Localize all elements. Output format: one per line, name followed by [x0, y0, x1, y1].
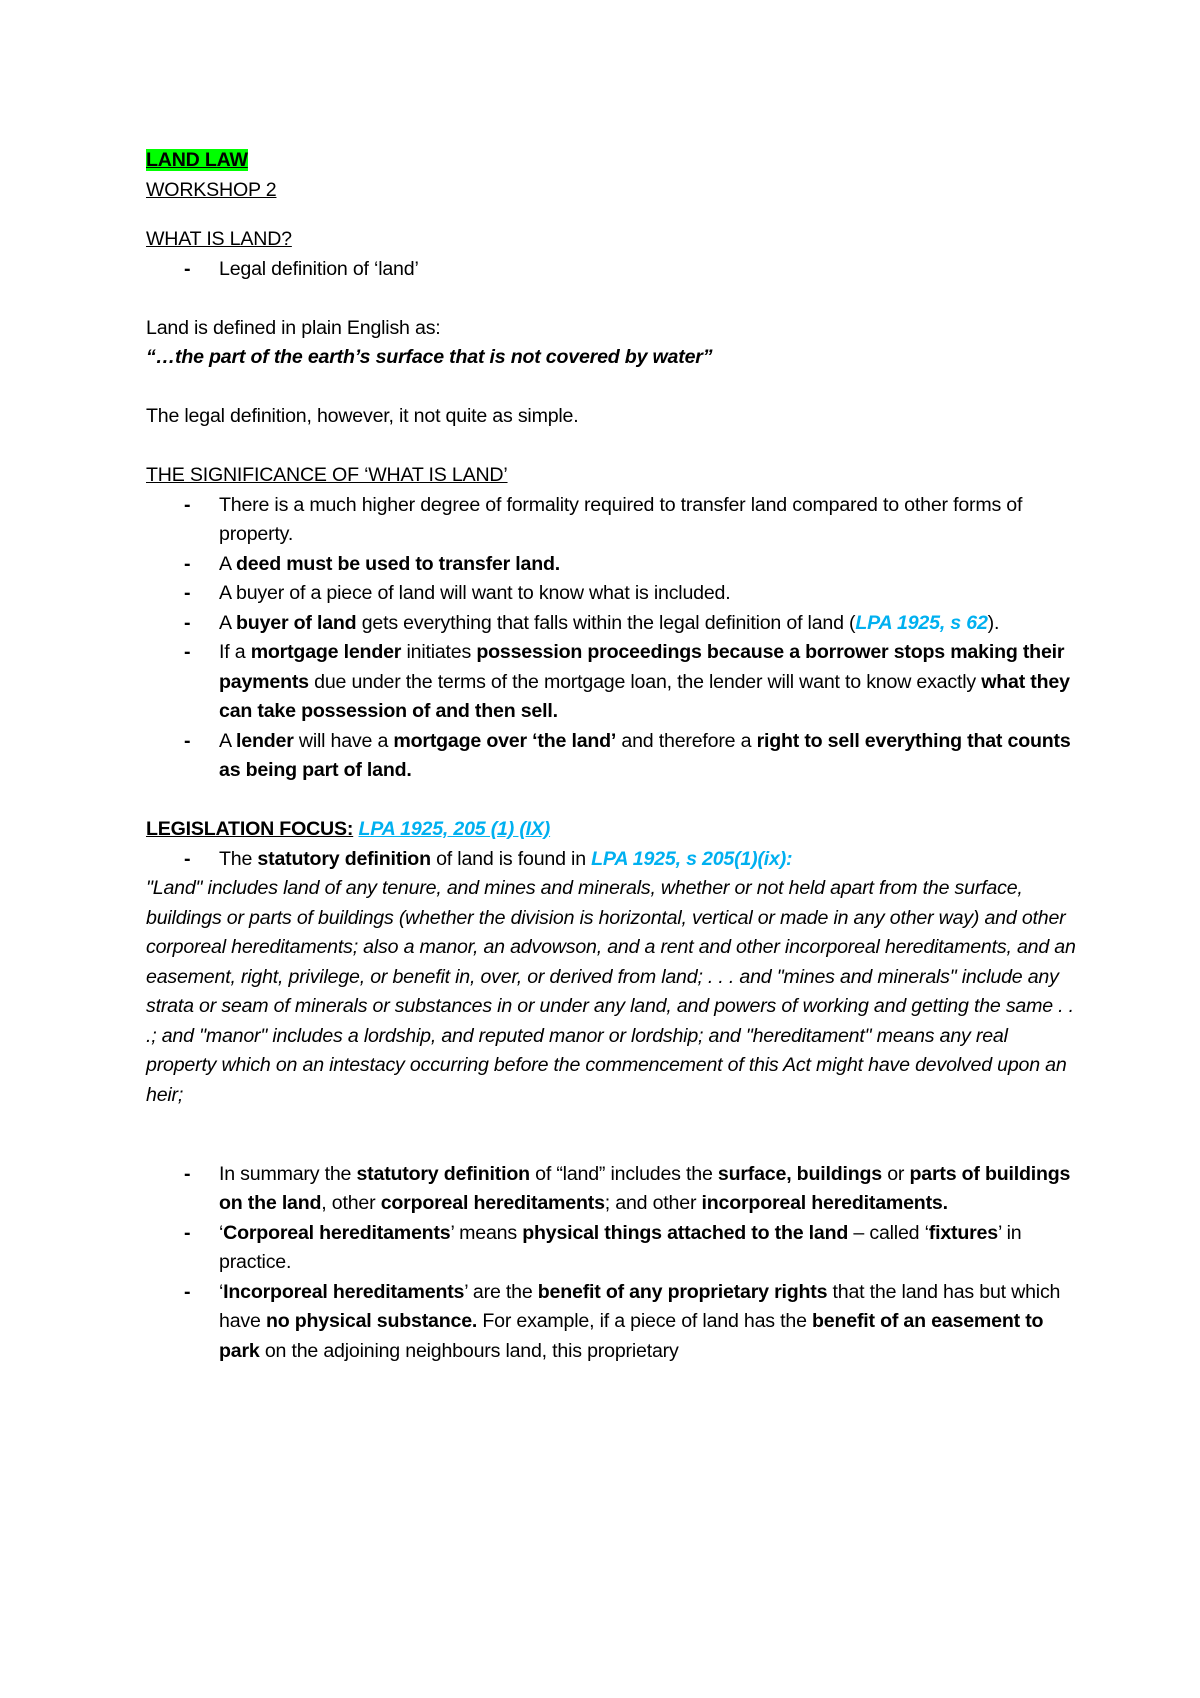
- plain-definition-quote: “…the part of the earth’s surface that is not covered by water”: [146, 346, 713, 368]
- text-run: gets everything that falls within the legal definition of land (: [356, 611, 856, 634]
- list-item: - Legal definition of ‘land’: [184, 257, 419, 280]
- text-run-bold: surface, buildings: [717, 1162, 882, 1185]
- text-run: A: [219, 729, 237, 752]
- legislation-list: [146, 845, 1076, 875]
- text-run-bold: corporeal hereditaments: [380, 1192, 605, 1214]
- statute-reference: LPA 1925, s 62: [855, 611, 988, 634]
- list-item: - ‘Incorporeal hereditaments’ are the benefit of any proprietary rights that the land has but which have no physical substance. For example, if a piece of land has the benefit of an easement to park on the adjoining neighbours land, this proprietary: [184, 1280, 1061, 1362]
- text-run: The: [219, 847, 258, 870]
- text-run: In summary the: [219, 1162, 357, 1185]
- list-item-text: There is a much higher degree of formality required to transfer land compared to other forms of property.: [219, 493, 1023, 545]
- text-run-bold: deed must be used to transfer land.: [236, 552, 561, 575]
- heading-text: LEGISLATION FOCUS:: [146, 818, 354, 840]
- list-item: - There is a much higher degree of formality required to transfer land compared to other forms of property.: [184, 493, 1023, 545]
- text-run-bold: benefit of an easement to park: [219, 1310, 1044, 1362]
- summary-list: [146, 1160, 1076, 1367]
- document-title: [146, 146, 1076, 176]
- text-run: ).: [987, 611, 1000, 634]
- text-run: and therefore a: [616, 729, 757, 752]
- list-item: - A deed must be used to transfer land.: [184, 552, 561, 575]
- statute-reference: LPA 1925, 205 (1) (IX): [358, 818, 551, 840]
- list-item: - In summary the statutory definition of “land” includes the surface, buildings or parts of buildings on the land, other corporeal hereditaments; and other incorporeal hereditaments.: [184, 1162, 1071, 1214]
- text-run-bold: lender: [236, 729, 294, 752]
- legal-definition-note: The legal definition, however, it not quite as simple.: [146, 405, 579, 427]
- text-run-bold: Incorporeal hereditaments: [223, 1280, 465, 1303]
- text-run: ; and other: [604, 1192, 702, 1214]
- text-run: that the land has but which have: [219, 1280, 1061, 1332]
- text-run-bold: parts of buildings on the land: [219, 1162, 1071, 1214]
- list-item: - The statutory definition of land is found in LPA 1925, s 205(1)(ix):: [184, 847, 793, 870]
- text-run: A: [219, 611, 237, 634]
- text-run-bold: benefit of any proprietary rights: [537, 1280, 828, 1303]
- text-run: ’ are the: [464, 1280, 538, 1303]
- significance-heading: [146, 461, 1076, 491]
- text-run: or: [881, 1162, 910, 1185]
- text-run: will have a: [293, 729, 394, 752]
- plain-definition-intro: Land is defined in plain English as:: [146, 316, 441, 339]
- text-run: ’ means: [450, 1221, 523, 1244]
- text-run-bold: physical things attached to the land: [522, 1221, 849, 1244]
- text-run: ‘: [219, 1221, 224, 1244]
- what-is-land-list: [146, 255, 1076, 285]
- list-item-text: A buyer of a piece of land will want to know what is included.: [219, 582, 731, 604]
- text-run: on the adjoining neighbours land, this proprietary: [259, 1339, 679, 1362]
- list-item: - A lender will have a mortgage over ‘the land’ and therefore a right to sell everything that counts as being part of land.: [184, 729, 1071, 781]
- text-run: ‘: [219, 1280, 224, 1303]
- statute-reference: LPA 1925, s 205(1)(ix):: [591, 847, 793, 870]
- text-run: – called ‘: [848, 1221, 929, 1244]
- text-run-bold: statutory definition: [257, 847, 431, 870]
- list-item: - ‘Corporeal hereditaments’ means physical things attached to the land – called ‘fixtures’ in practice.: [184, 1221, 1022, 1273]
- text-run: of land is found in: [430, 847, 592, 870]
- list-item: - A buyer of a piece of land will want to know what is included.: [184, 582, 731, 604]
- text-run: A: [219, 552, 237, 575]
- legislation-heading: [146, 815, 1076, 845]
- text-run-bold: Corporeal hereditaments: [223, 1221, 451, 1244]
- text-run-bold: mortgage lender: [250, 641, 402, 663]
- text-run-bold: right to sell everything that counts as being part of land.: [219, 729, 1071, 781]
- subtitle-text: WORKSHOP 2: [146, 178, 277, 201]
- text-run: For example, if a piece of land has the: [477, 1310, 813, 1332]
- text-run: ’ in practice.: [219, 1221, 1022, 1273]
- statutory-quote: "Land" includes land of any tenure, and mines and minerals, whether or not held apart from the surface, buildings or parts of buildings (whether the division is horizontal, vertical or made in any other way) and other corporeal hereditaments; also a manor, an advowson, and a rent and other incorporeal hereditaments, and an easement, right, privilege, or benefit in, over, or derived from land; . . . and "mines and minerals" include any strata or seam of minerals or substances in or under any land, and powers of working and getting the same . . .; and "manor" includes a lordship, and reputed manor or lordship; and "hereditament" means any real property which on an intestacy occurring before the commencement of this Act might have devolved upon an heir;: [146, 877, 1076, 1106]
- list-item-text: Legal definition of ‘land’: [219, 257, 419, 280]
- text-run-bold: statutory definition: [356, 1162, 530, 1185]
- heading-text: WHAT IS LAND?: [146, 228, 292, 250]
- text-run-bold: no physical substance.: [265, 1310, 478, 1332]
- significance-list: [146, 491, 1076, 786]
- text-run-bold: buyer of land: [236, 611, 357, 634]
- text-run-bold: what they can take possession of and then sell.: [219, 670, 1070, 722]
- text-run-bold: mortgage over ‘the land’: [393, 729, 617, 752]
- text-run-bold: fixtures: [928, 1221, 998, 1244]
- list-item: - If a mortgage lender initiates possession proceedings because a borrower stops making their payments due under the terms of the mortgage loan, the lender will want to know exactly what they can take possession of and then sell.: [184, 641, 1070, 722]
- document-page: [146, 146, 1076, 1366]
- text-run: If a: [219, 641, 251, 663]
- document-subtitle: [146, 176, 1076, 206]
- what-is-land-heading: [146, 225, 1076, 255]
- list-item: - A buyer of land gets everything that falls within the legal definition of land (LPA 1925, s 62).: [184, 611, 1000, 634]
- text-run-bold: possession proceedings because a borrower stops making their payments: [219, 641, 1065, 693]
- text-run: due under the terms of the mortgage loan, the lender will want to know exactly: [308, 670, 982, 693]
- text-run-bold: incorporeal hereditaments.: [701, 1192, 948, 1214]
- text-run: of “land” includes the: [529, 1162, 718, 1185]
- heading-text: THE SIGNIFICANCE OF ‘WHAT IS LAND’: [146, 464, 508, 486]
- text-run: initiates: [401, 641, 477, 663]
- text-run: , other: [321, 1192, 381, 1214]
- title-text: LAND LAW: [146, 149, 248, 171]
